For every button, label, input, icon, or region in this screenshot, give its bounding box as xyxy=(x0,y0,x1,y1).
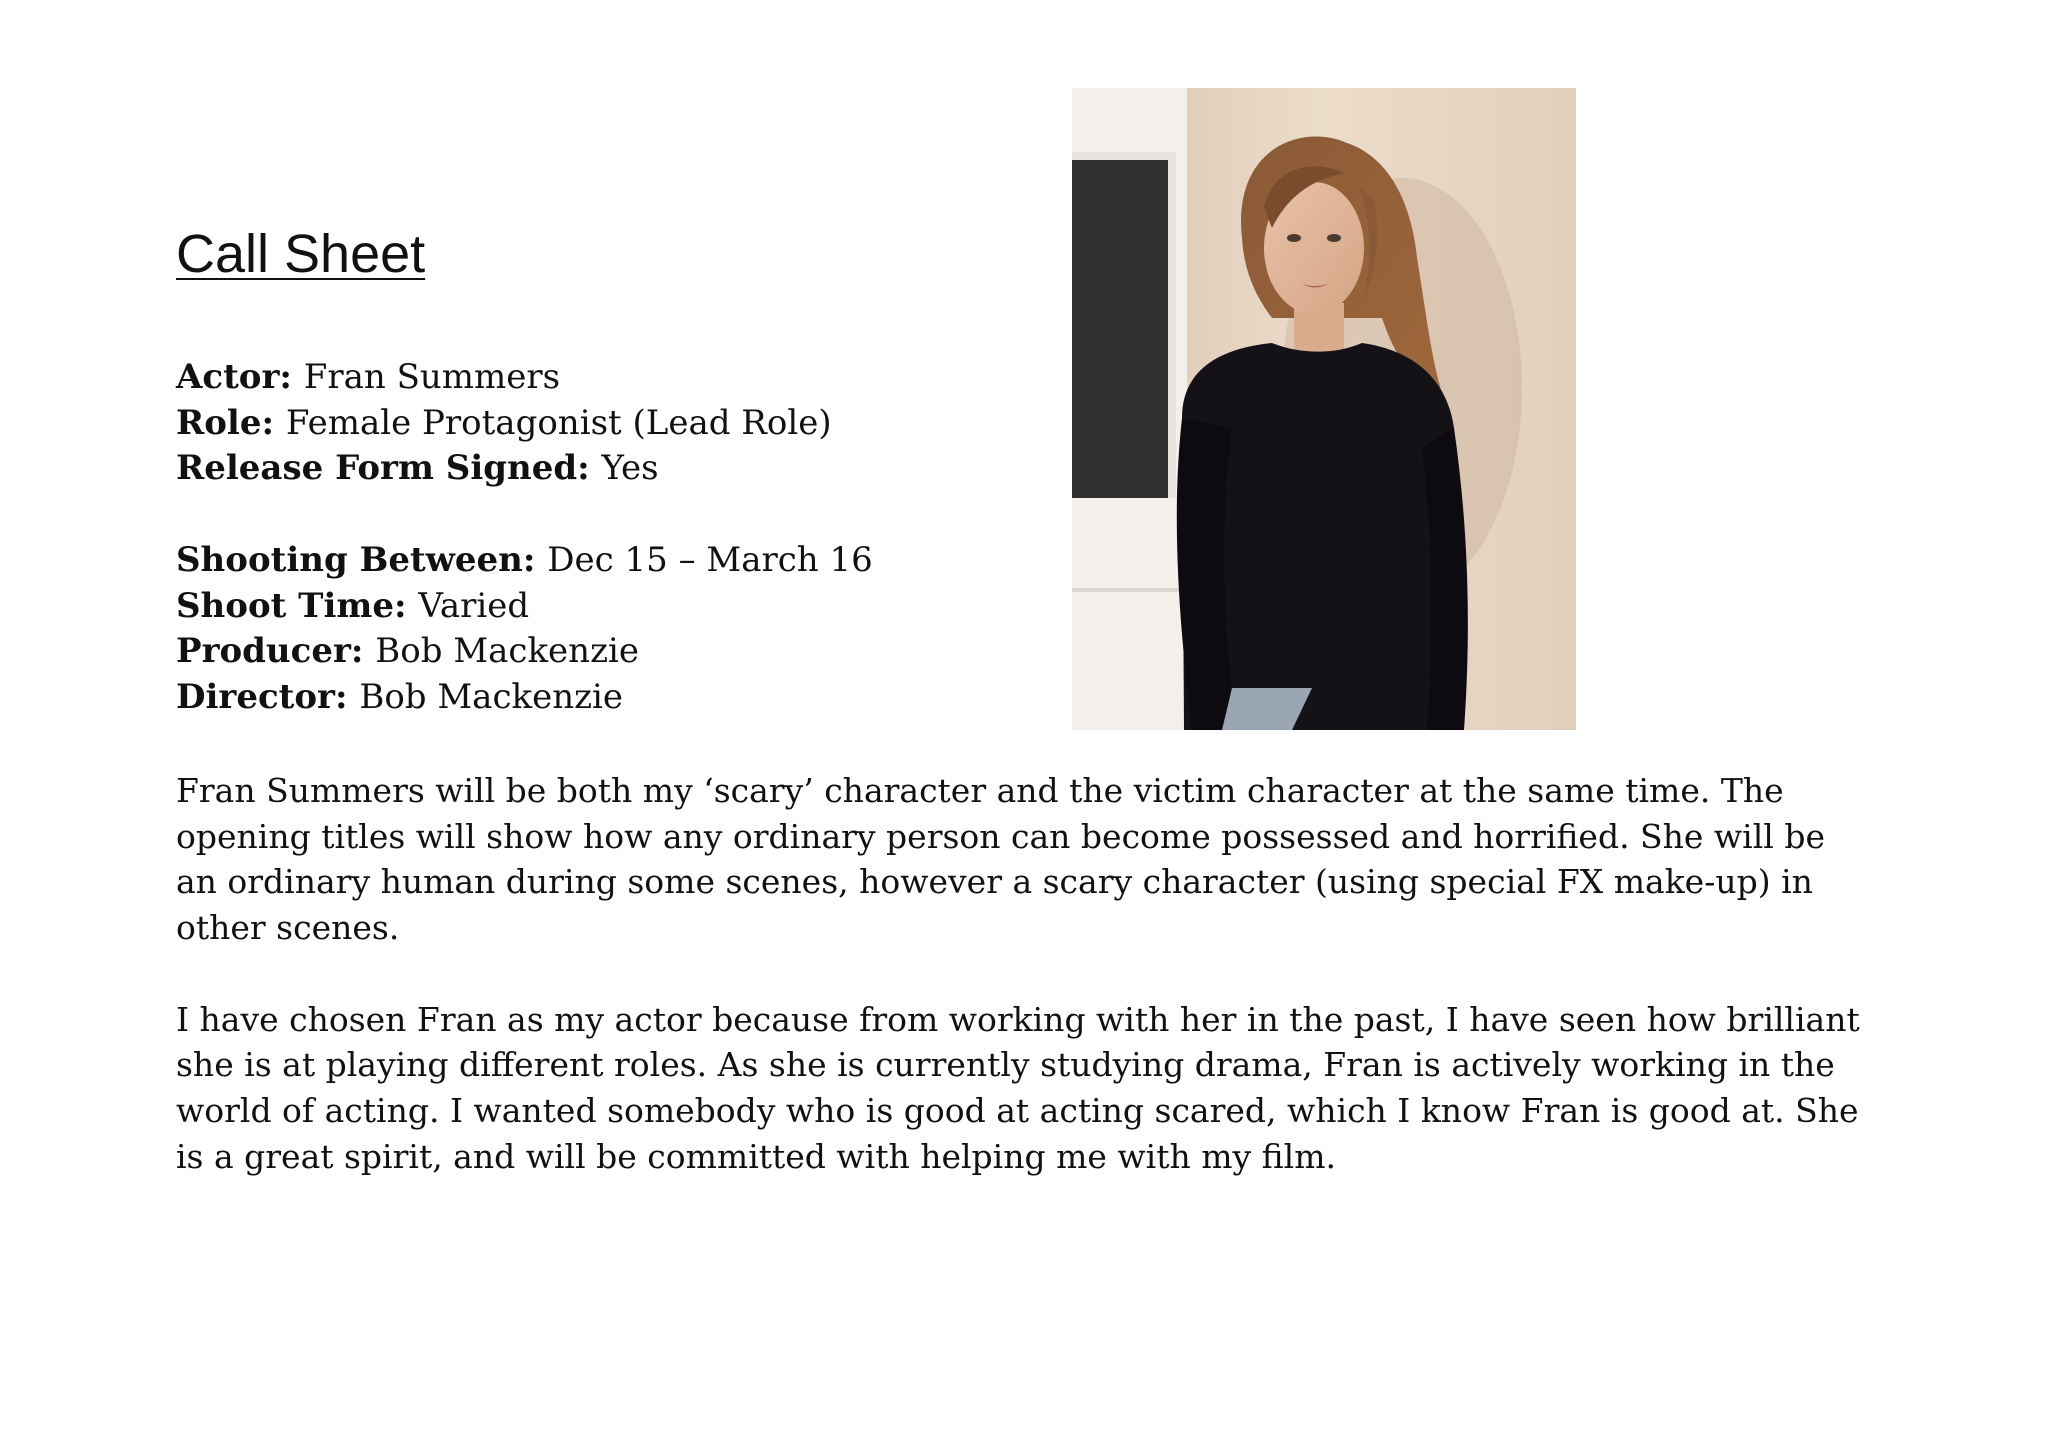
field-actor xyxy=(176,355,1076,401)
field-label: Release Form Signed: xyxy=(176,448,602,489)
field-producer xyxy=(176,629,1076,675)
field-value: Yes xyxy=(601,448,659,489)
call-sheet-fields xyxy=(176,355,1076,721)
field-value: Female Protagonist (Lead Role) xyxy=(285,402,832,443)
field-label: Producer: xyxy=(176,631,376,672)
field-value: Dec 15 – March 16 xyxy=(547,539,873,580)
photo-illustration xyxy=(1072,88,1576,730)
field-label: Actor: xyxy=(176,357,304,397)
field-value: Varied xyxy=(418,585,530,626)
description-text xyxy=(176,768,1876,1179)
field-label: Shooting Between: xyxy=(176,539,548,580)
dark-window xyxy=(1072,158,1168,498)
field-value: Bob Mackenzie xyxy=(359,676,624,717)
field-release-form xyxy=(176,446,1076,492)
page-title: Call Sheet xyxy=(176,224,426,284)
field-shoot-time xyxy=(176,584,1076,630)
spacer xyxy=(176,492,1076,538)
field-label: Director: xyxy=(176,676,360,717)
paragraph: Fran Summers will be both my ‘scary’ character and the victim character at the same time. The opening titles will show how any ordinary person can become possessed and horrified. She will be an ordinary human during some scenes, however a scary character (using special FX make-up) in other scenes. xyxy=(176,771,1825,948)
field-label: Role: xyxy=(176,402,286,443)
field-label: Shoot Time: xyxy=(176,585,419,626)
actor-headshot-photo xyxy=(1072,88,1576,730)
paragraph: I have chosen Fran as my actor because from working with her in the past, I have seen how brilliant she is at playing different roles. As she is currently studying drama, Fran is actively working in the world of acting. I wanted somebody who is good at acting scared, which I know Fran is good at. She is a great spirit, and will be committed with helping me with my film. xyxy=(176,999,1860,1176)
field-shooting-between xyxy=(176,538,1076,584)
field-director xyxy=(176,675,1076,721)
field-value: Fran Summers xyxy=(303,357,561,397)
field-role xyxy=(176,401,1076,447)
field-value: Bob Mackenzie xyxy=(375,631,639,672)
